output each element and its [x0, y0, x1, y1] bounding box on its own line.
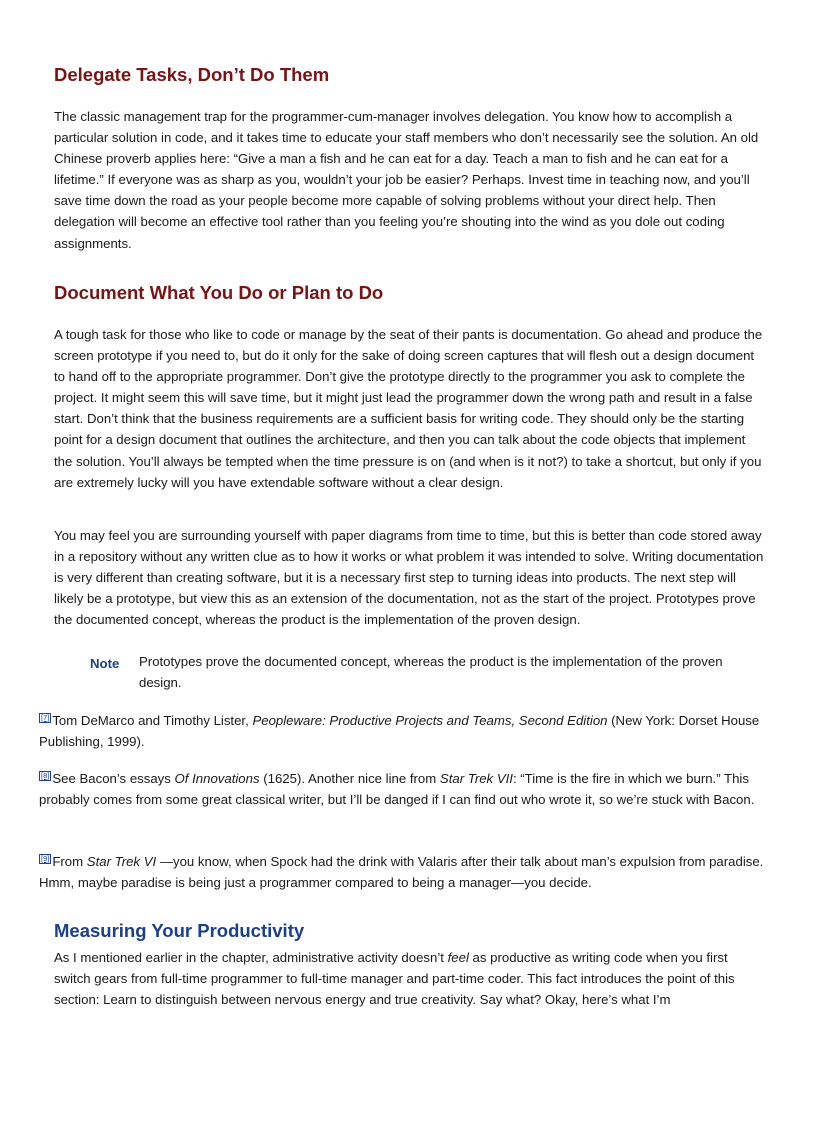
footnote-9: [9] From Star Trek VI —you know, when Spock had the drink with Valaris after their talk about man’s expulsion from paradise. Hmm, maybe paradise is being just a programmer compared to being a manager—you decide. — [39, 854, 764, 891]
delegate-paragraph: The classic management trap for the programmer-cum-manager involves delegation. You know how to accomplish a particular solution in code, and it takes time to educate your staff members who don’t necessarily see the solution. An old Chinese proverb applies here: “Give a man a fish and he can eat for a day. Teach a man to fish and he can eat for a lifetime.” If everyone was as sharp as you, wouldn’t your job be easier? Perhaps. Invest time in teaching now, and you’ll save time down the road as your people become more capable of solving problems without your direct help. Then delegation will become an effective tool rather than you feeling you’re shouting into the wind as you dole out coding assignments. — [54, 109, 759, 251]
footnote-marker-9[interactable]: [9] — [41, 854, 50, 863]
footnote-marker-7[interactable]: [7] — [41, 713, 50, 722]
footnote-8: [8] See Bacon’s essays Of Innovations (1625). Another nice line from Star Trek VII: “Time is the fire in which we burn.” This probably comes from some great classical writer, but I’ll be danged if I can find out who wrote it, so we’re stuck with Bacon. — [39, 771, 755, 808]
section-heading-delegate: Delegate Tasks, Don’t Do Them — [54, 64, 330, 85]
section-heading-document: Document What You Do or Plan to Do — [54, 282, 384, 303]
measuring-paragraph: As I mentioned earlier in the chapter, administrative activity doesn’t feel as productive as writing code when you first switch gears from full-time programmer to full-time manager and part-time coder. This fact introduces the point of this section: Learn to distinguish between nervous energy and true creativity. Say what? Okay, here’s what I’m — [54, 950, 735, 1008]
document-paragraph-1: A tough task for those who like to code or manage by the seat of their pants is documentation. Go ahead and produce the screen prototype if you need to, but do it only for the sake of doing screen captures that will flesh out a design document to hand off to the appropriate programmer. Don’t give the prototype directly to the programmer you ask to complete the project. It might seem this will save time, but it might just lead the programmer down the wrong path and result in a false start. Don’t think that the business requirements are a sufficient basis for writing code. They should only be the starting point for a design document that outlines the architecture, and then you can talk about the code objects that implement the solution. You’ll always be tempted when the time pressure is on (and when is it not?) to take a shortcut, but only if you are extremely lucky will you have extendable software without a clear design. — [54, 327, 763, 490]
note-label: Note — [90, 656, 120, 671]
note-text: Prototypes prove the documented concept, whereas the product is the implementation of the proven design. — [139, 654, 723, 691]
section-heading-measuring: Measuring Your Productivity — [54, 920, 305, 941]
footnote-7: [7] Tom DeMarco and Timothy Lister, Peopleware: Productive Projects and Teams, Second Edition (New York: Dorset House Publishing, 1999). — [39, 713, 760, 750]
document-paragraph-2: You may feel you are surrounding yourself with paper diagrams from time to time, but this is better than code stored away in a repository without any written clue as to how it works or what problem it was intended to solve. Writing documentation is very different than creating software, but it is a necessary first step to turning ideas into products. The next step will likely be a prototype, but view this as an extension of the documentation, not as the start of the project. Prototypes prove the documented concept, whereas the product is the implementation of the proven design. — [54, 528, 764, 628]
footnote-marker-8[interactable]: [8] — [41, 771, 50, 780]
